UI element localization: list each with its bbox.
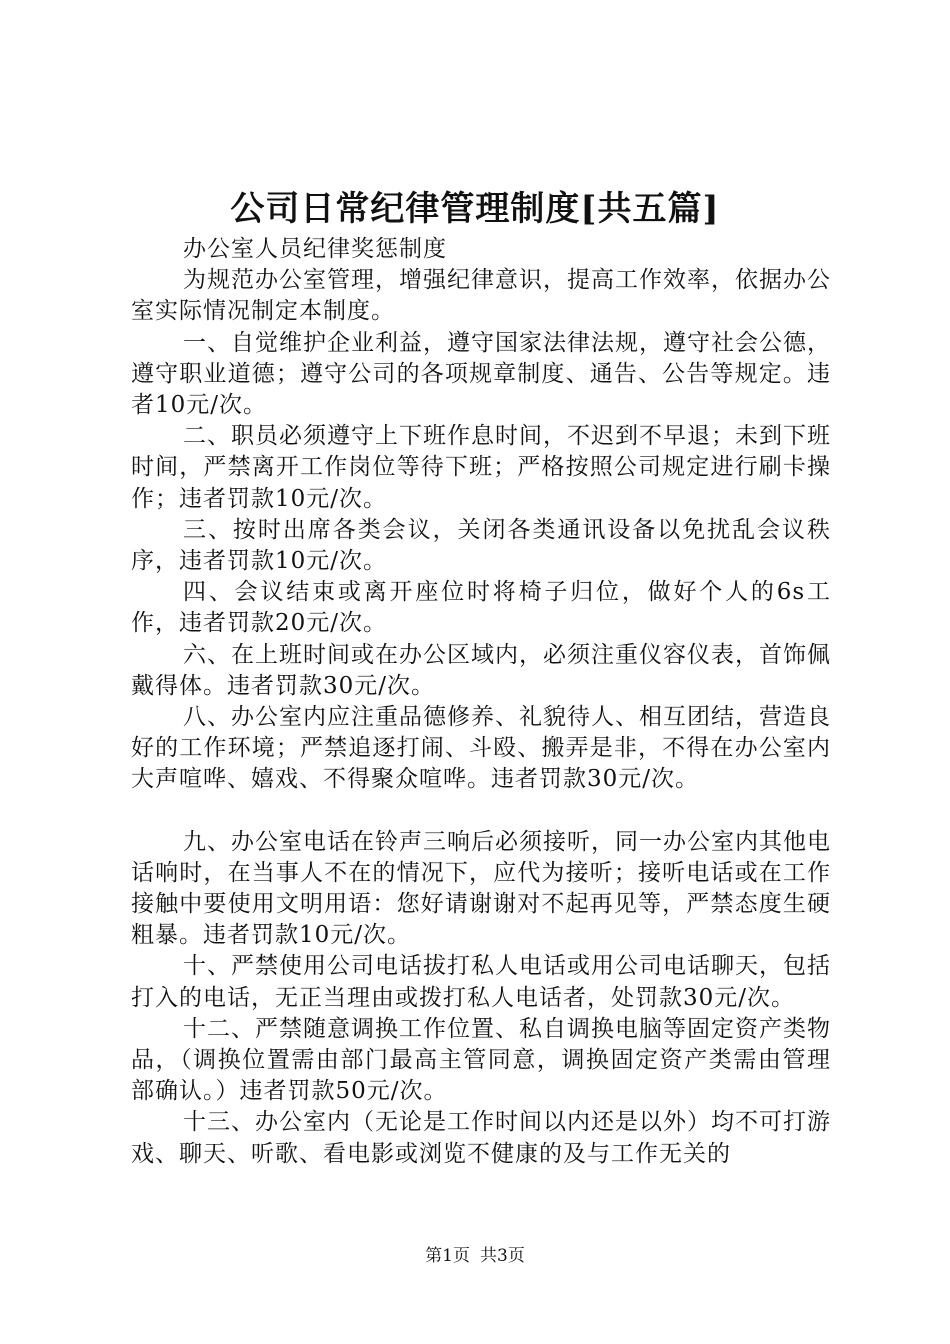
page-number: 第1页: [425, 1246, 470, 1266]
paragraph-rule-10: 十、严禁使用公司电话拔打私人电话或用公司电话聊天，包括打入的电话，无正当理由或拨打私人电话者，处罚款30元/次。: [131, 953, 831, 1011]
document-body: [131, 234, 831, 1170]
paragraph-rule-4: 四、会议结束或离开座位时将椅子归位，做好个人的6s工作，违者罚款20元/次。: [131, 579, 831, 637]
document-title: 公司日常纪律管理制度[共五篇]: [230, 189, 720, 229]
paragraph-rule-2: 二、职员必须遵守上下班作息时间，不迟到不早退；未到下班时间，严禁离开工作岗位等待下班；严格按照公司规定进行刷卡操作；违者罚款10元/次。: [131, 423, 831, 512]
paragraph-rule-9: 九、办公室电话在铃声三响后必须接听，同一办公室内其他电话响时，在当事人不在的情况下，应代为接听；接听电话或在工作接触中要使用文明用语：您好请谢谢对不起再见等，严禁态度生硬粗暴。违者罚款10元/次。: [131, 828, 831, 949]
paragraph-heading: 办公室人员纪律奖惩制度: [183, 236, 447, 262]
paragraph-rule-6: 六、在上班时间或在办公区域内，必须注重仪容仪表，首饰佩戴得体。违者罚款30元/次。: [131, 641, 831, 699]
page-total: 共3页: [480, 1246, 525, 1266]
paragraph-rule-3: 三、按时出席各类会议，关闭各类通讯设备以免扰乱会议秩序，违者罚款10元/次。: [131, 516, 831, 575]
paragraph-rule-8: 八、办公室内应注重品德修养、礼貌待人、相互团结，营造良好的工作环境；严禁追逐打闹、斗殴、搬弄是非，不得在办公室内大声喧哗、嬉戏、不得聚众喧哗。违者罚款30元/次。: [131, 704, 831, 793]
page-footer: [0, 1244, 950, 1268]
paragraph-rule-12: 十二、严禁随意调换工作位置、私自调换电脑等固定资产类物品，（调换位置需由部门最高主管同意，调换固定资产类需由管理部确认。）违者罚款50元/次。: [131, 1015, 831, 1105]
paragraph-intro: 为规范办公室管理，增强纪律意识，提高工作效率，依据办公室实际情况制定本制度。: [131, 267, 831, 325]
paragraph-rule-13: 十三、办公室内（无论是工作时间以内还是以外）均不可打游戏、聊天、听歌、看电影或浏览不健康的及与工作无关的: [131, 1109, 831, 1167]
paragraph-rule-1: 一、自觉维护企业利益，遵守国家法律法规，遵守社会公德，遵守职业道德；遵守公司的各项规章制度、通告、公告等规定。违者10元/次。: [131, 329, 831, 419]
